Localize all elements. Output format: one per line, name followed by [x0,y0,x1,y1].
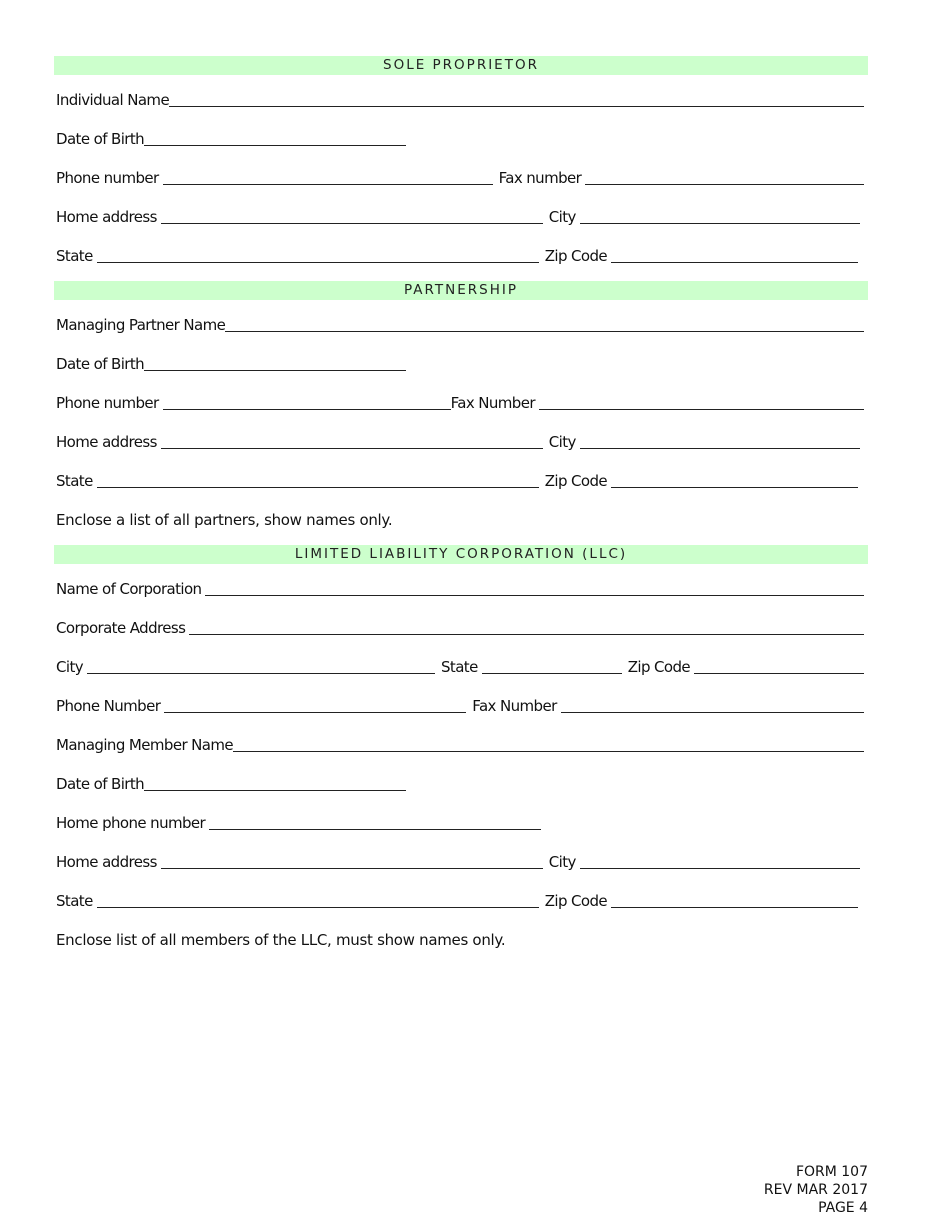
llc-phone-fax-row [54,680,868,719]
sp-home-address-label: Home address [56,208,157,226]
sp-zip-field[interactable] [611,244,858,263]
pt-managing-partner-row [54,300,868,338]
pt-home-address-label: Home address [56,433,157,451]
pt-phone-fax-row [54,377,868,416]
llc-zip2-field[interactable] [611,889,858,908]
sp-dob-field[interactable] [144,127,406,146]
sp-phone-fax-row [54,152,868,191]
llc-note-row [54,914,868,953]
sp-state-zip-row [54,230,868,269]
pt-zip-label: Zip Code [544,472,608,490]
sp-phone-field[interactable] [163,166,493,185]
pt-city-label: City [548,433,576,451]
llc-home-phone-row [54,797,868,836]
form-number: FORM 107 [795,1164,868,1180]
llc-city-label: City [56,658,83,676]
pt-state-label: State [56,472,93,490]
llc-home-address-label: Home address [56,853,157,871]
llc-corporate-address-label: Corporate Address [56,619,186,637]
llc-header: LIMITED LIABILITY CORPORATION (LLC) [54,545,868,564]
llc-note: Enclose list of all members of the LLC, must show names only. [56,931,506,949]
sp-individual-name-label: Individual Name [56,91,170,109]
llc-home-phone-field[interactable] [209,811,541,830]
llc-zip-field[interactable] [694,655,864,674]
pt-dob-field[interactable] [144,352,406,371]
sp-state-field[interactable] [97,244,539,263]
pt-managing-partner-field[interactable] [225,313,864,332]
sp-zip-label: Zip Code [544,247,608,265]
pt-managing-partner-label: Managing Partner Name [56,316,226,334]
form-revision: REV MAR 2017 [763,1182,868,1198]
pt-address-city-row [54,416,868,455]
llc-corporation-name-label: Name of Corporation [56,580,202,598]
llc-city-field[interactable] [87,655,435,674]
pt-home-address-field[interactable] [161,430,543,449]
partnership-header: PARTNERSHIP [54,281,868,300]
pt-note-row [54,494,868,533]
sp-fax-field[interactable] [585,166,864,185]
llc-phone-label: Phone Number [56,697,161,715]
llc-corporate-address-field[interactable] [189,616,864,635]
pt-note: Enclose a list of all partners, show names only. [56,511,393,529]
llc-corporate-address-row [54,602,868,641]
pt-state-field[interactable] [97,469,539,488]
llc-dob-field[interactable] [144,772,406,791]
sp-address-city-row [54,191,868,230]
llc-address-city-row [54,836,868,875]
llc-dob-row [54,758,868,797]
sp-home-address-field[interactable] [161,205,543,224]
llc-dob-label: Date of Birth [56,775,145,793]
llc-state-zip-row [54,875,868,914]
llc-home-address-field[interactable] [161,850,543,869]
llc-corporation-name-row [54,564,868,602]
sp-phone-label: Phone number [56,169,159,187]
llc-zip2-label: Zip Code [544,892,608,910]
pt-state-zip-row [54,455,868,494]
llc-corporation-name-field[interactable] [205,577,864,596]
llc-state-field[interactable] [482,655,622,674]
llc-managing-member-label: Managing Member Name [56,736,234,754]
pt-phone-label: Phone number [56,394,159,412]
llc-managing-member-field[interactable] [233,733,864,752]
sp-dob-row [54,113,868,152]
pt-dob-row [54,338,868,377]
llc-city2-field[interactable] [580,850,860,869]
llc-home-phone-label: Home phone number [56,814,206,832]
form-page [54,56,868,953]
llc-state2-label: State [56,892,93,910]
form-footer [764,1163,868,1217]
llc-state2-field[interactable] [97,889,539,908]
llc-managing-member-row [54,719,868,758]
llc-phone-field[interactable] [164,694,466,713]
llc-fax-label: Fax Number [472,697,557,715]
llc-city2-label: City [548,853,576,871]
llc-state-label: State [441,658,478,676]
sole-proprietor-header: SOLE PROPRIETOR [54,56,868,75]
pt-dob-label: Date of Birth [56,355,145,373]
pt-fax-label: Fax Number [450,394,535,412]
sp-individual-name-field[interactable] [169,88,864,107]
page-number: PAGE 4 [818,1200,868,1216]
sp-city-field[interactable] [580,205,860,224]
sp-fax-label: Fax number [498,169,582,187]
llc-zip-label: Zip Code [627,658,691,676]
llc-fax-field[interactable] [561,694,864,713]
sp-state-label: State [56,247,93,265]
sp-dob-label: Date of Birth [56,130,145,148]
sp-individual-name-row [54,75,868,113]
pt-zip-field[interactable] [611,469,858,488]
sp-city-label: City [548,208,576,226]
pt-fax-field[interactable] [539,391,864,410]
llc-city-state-zip-row [54,641,868,680]
pt-phone-field[interactable] [163,391,451,410]
pt-city-field[interactable] [580,430,860,449]
